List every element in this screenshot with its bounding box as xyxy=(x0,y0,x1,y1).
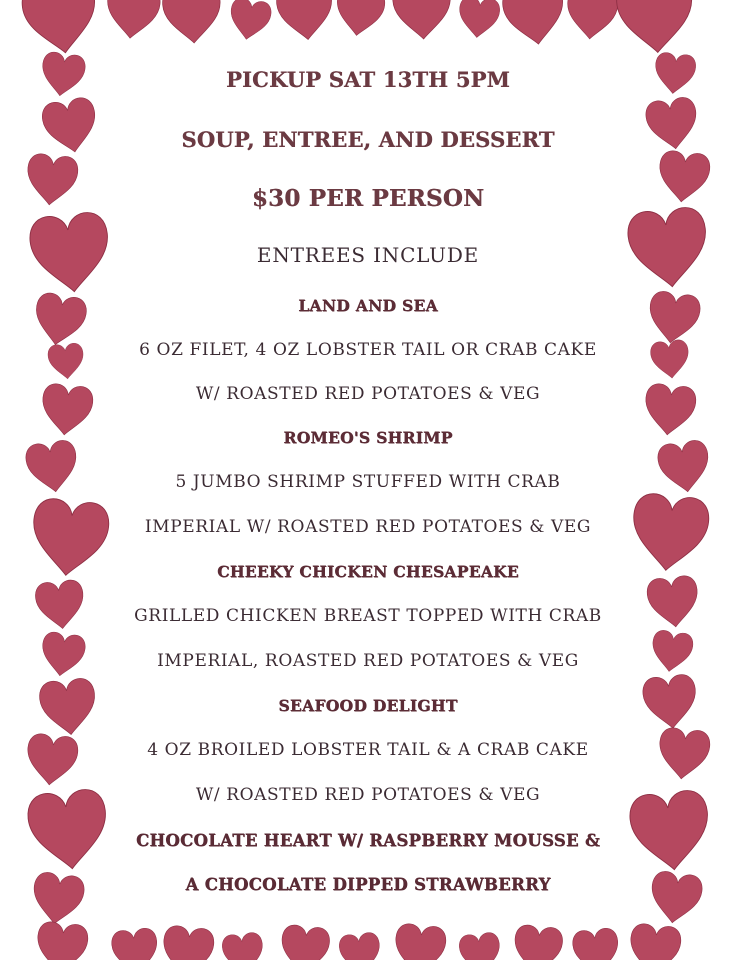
heart-icon xyxy=(34,921,89,960)
heart-icon xyxy=(104,0,162,41)
heart-icon xyxy=(338,932,382,960)
entree-name: LAND AND SEA xyxy=(298,296,438,315)
entree-name: CHEEKY CHICKEN CHESAPEAKE xyxy=(217,562,519,581)
entree-name: SEAFOOD DELIGHT xyxy=(278,696,458,715)
entree-description: IMPERIAL W/ ROASTED RED POTATOES & VEG xyxy=(144,517,592,537)
heart-icon xyxy=(275,0,335,42)
heart-icon xyxy=(627,923,682,960)
heart-icon xyxy=(571,927,620,960)
entree-description: W/ ROASTED RED POTATOES & VEG xyxy=(195,384,541,404)
entree-description: W/ ROASTED RED POTATOES & VEG xyxy=(195,785,541,805)
heart-icon xyxy=(279,924,331,960)
heart-icon xyxy=(392,0,452,41)
entree-description: GRILLED CHICKEN BREAST TOPPED WITH CRAB xyxy=(134,606,602,626)
heart-icon xyxy=(392,923,447,960)
heart-icon xyxy=(512,924,564,960)
heart-icon xyxy=(221,932,265,960)
heart-icon xyxy=(457,0,501,40)
heart-icon xyxy=(110,927,159,960)
price-line: $30 PER PERSON xyxy=(251,185,485,212)
heart-icon xyxy=(227,0,273,43)
heart-icon xyxy=(161,0,222,45)
entree-description: IMPERIAL, ROASTED RED POTATOES & VEG xyxy=(157,651,579,671)
heart-icon xyxy=(24,733,79,788)
heart-icon xyxy=(615,0,695,55)
entrees-heading: ENTREES INCLUDE xyxy=(256,243,480,267)
heart-icon xyxy=(19,0,101,58)
courses-line: SOUP, ENTREE, AND DESSERT xyxy=(181,127,555,152)
entree-description: 4 OZ BROILED LOBSTER TAIL & A CRAB CAKE xyxy=(147,740,589,760)
heart-icon xyxy=(333,0,387,39)
heart-icon xyxy=(565,0,619,41)
entree-name: ROMEO'S SHRIMP xyxy=(283,428,453,447)
heart-icon xyxy=(500,0,568,48)
dessert-line: A CHOCOLATE DIPPED STRAWBERRY xyxy=(185,875,551,894)
entree-description: 6 OZ FILET, 4 OZ LOBSTER TAIL OR CRAB CAKE xyxy=(139,340,597,360)
heart-icon xyxy=(458,932,502,960)
pickup-time: PICKUP SAT 13TH 5PM xyxy=(226,67,510,92)
heart-icon xyxy=(160,925,215,960)
entree-description: 5 JUMBO SHRIMP STUFFED WITH CRAB xyxy=(175,472,561,492)
dessert-line: CHOCOLATE HEART W/ RASPBERRY MOUSSE & xyxy=(135,831,601,850)
